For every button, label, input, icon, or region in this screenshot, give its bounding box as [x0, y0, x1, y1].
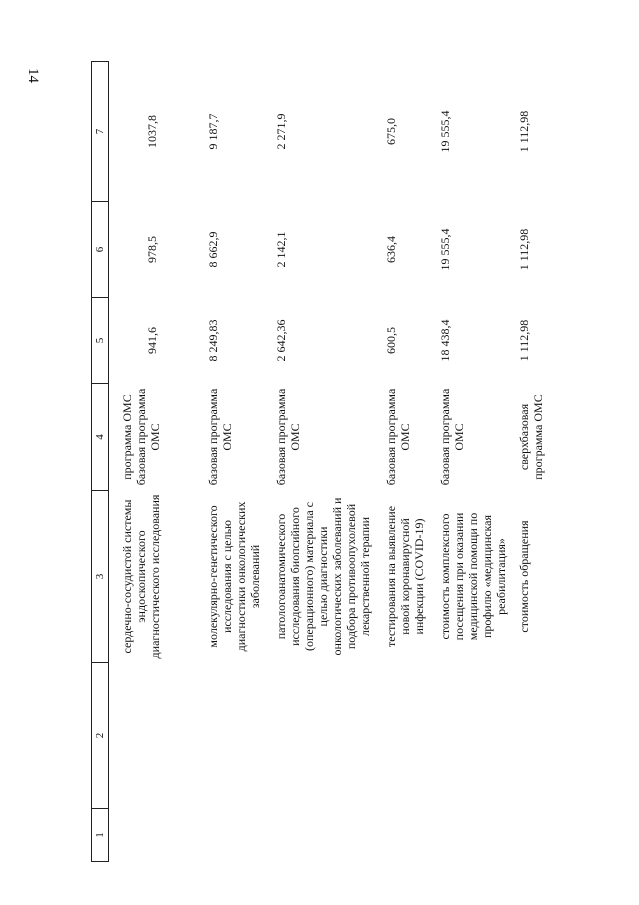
- value-cell-6: 8 662,9: [206, 231, 220, 268]
- value-cell-5: 18 438,4: [438, 319, 452, 362]
- value-cell-7: 675,0: [384, 118, 398, 145]
- service-cell: стоимость комплексного посещения при оказании медицинской помощи по профилю «медицинская реабилитация»: [438, 512, 508, 641]
- value-cell-5: 2 642,36: [274, 319, 288, 362]
- value-cell-5: 941,6: [145, 327, 159, 354]
- value-cell-7: 1037,8: [145, 115, 159, 148]
- table-header-row: [92, 62, 109, 862]
- value-cell-6: 2 142,1: [274, 231, 288, 268]
- service-cell: тестирования на выявление новой коронавирусной инфекции (COVID-19): [384, 505, 426, 648]
- program-cell: базовая программа ОМС: [206, 388, 234, 486]
- service-cell: молекулярно-генетического исследования с целью диагностики онкологических заболеваний: [206, 501, 262, 652]
- service-cell: сердечно-сосудистой системы эндоскопического диагностического исследования: [120, 494, 162, 659]
- value-cell-7: 1 112,98: [517, 110, 531, 153]
- program-cell: базовая программа ОМС: [438, 388, 466, 486]
- page-number: 14: [25, 68, 41, 83]
- program-cell: программа ОМС базовая программа ОМС: [120, 388, 162, 486]
- value-cell-7: 2 271,9: [274, 113, 288, 150]
- column-header: 7: [92, 62, 109, 202]
- program-cell: сверхбазовая программа ОМС: [517, 394, 545, 480]
- table-row: [262, 62, 372, 862]
- table-row: [109, 62, 195, 862]
- table-row: [372, 62, 427, 862]
- service-cell: патологоанатомического исследования биопсийного (операционного) материала с целью диагностики онкологических заболеваний и подбора противоопухолевой лекарственной терапии: [274, 497, 372, 656]
- value-cell-6: 636,4: [384, 236, 398, 263]
- value-cell-7: 9 187,7: [206, 113, 220, 150]
- table-row: [513, 62, 554, 862]
- column-header: 1: [92, 809, 109, 862]
- value-cell-5: 8 249,83: [206, 319, 220, 362]
- column-header: 5: [92, 298, 109, 384]
- value-cell-6: 19 555,4: [438, 228, 452, 271]
- program-cell: базовая программа ОМС: [384, 388, 412, 486]
- rotated-table-container: [91, 62, 554, 862]
- value-cell-6: 978,5: [145, 236, 159, 263]
- column-header: 6: [92, 202, 109, 298]
- value-cell-5: 1 112,98: [517, 319, 531, 362]
- column-header: 2: [92, 663, 109, 809]
- table-row: [194, 62, 262, 862]
- value-cell-5: 600,5: [384, 327, 398, 354]
- column-header: 3: [92, 491, 109, 663]
- value-cell-7: 19 555,4: [438, 110, 452, 153]
- tariff-table: [91, 61, 554, 862]
- value-cell-6: 1 112,98: [517, 228, 531, 271]
- column-header: 4: [92, 384, 109, 491]
- table-row: [427, 62, 513, 862]
- service-cell: стоимость обращения: [517, 520, 531, 633]
- program-cell: базовая программа ОМС: [274, 388, 302, 486]
